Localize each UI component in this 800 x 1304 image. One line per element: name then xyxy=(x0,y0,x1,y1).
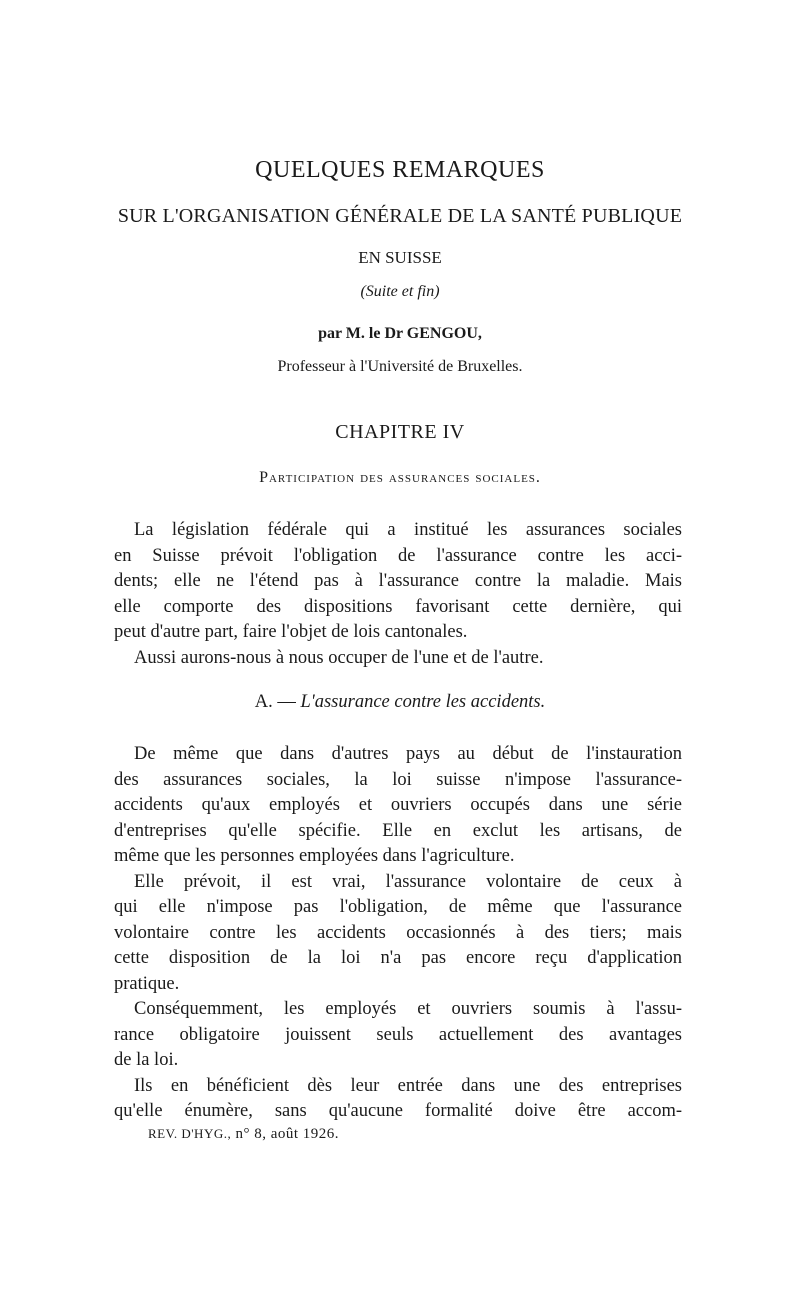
text-line: Elle prévoit, il est vrai, l'assurance volontaire de ceux à xyxy=(134,871,682,892)
author-line: par M. le Dr GENGOU, xyxy=(318,325,482,342)
text-line: elle comporte des dispositions favorisant cette dernière, qui xyxy=(114,596,682,617)
author-affiliation: Professeur à l'Université de Bruxelles. xyxy=(277,358,523,375)
journal-issue: n° 8, août 1926. xyxy=(235,1126,340,1142)
text-line: volontaire contre les accidents occasionnés à des tiers; mais xyxy=(114,922,682,943)
text-line: cette disposition de la loi n'a pas encore reçu d'application xyxy=(114,948,682,968)
section-title: L'assurance contre les accidents. xyxy=(300,692,546,712)
continuation-note: (Suite et fin) xyxy=(360,283,440,300)
body-paragraphs xyxy=(114,742,682,1125)
article-title: QUELQUES REMARQUES xyxy=(255,157,545,183)
article-subtitle-country: EN SUISSE xyxy=(358,248,442,267)
text-line: en Suisse prévoit l'obligation de l'assurance contre les acci- xyxy=(114,545,682,566)
text-line: qu'elle énumère, sans qu'aucune formalité doive être accom- xyxy=(114,1101,682,1121)
text-line: Aussi aurons-nous à nous occuper de l'une et de l'autre. xyxy=(134,647,544,668)
text-line: Ils en bénéficient dès leur entrée dans une des entreprises xyxy=(134,1075,682,1096)
text-line: La législation fédérale qui a institué les assurances sociales xyxy=(134,520,682,540)
text-line: pratique. xyxy=(114,973,180,994)
chapter-number: CHAPITRE IV xyxy=(335,421,465,443)
chapter-title: Participation des assurances sociales. xyxy=(259,469,541,486)
text-line: rance obligatoire jouissent seuls actuellement des avantages xyxy=(114,1024,682,1045)
text-line: De même que dans d'autres pays au début de l'instauration xyxy=(134,744,682,764)
text-line: même que les personnes employées dans l'agriculture. xyxy=(114,846,515,866)
text-line: Conséquemment, les employés et ouvriers soumis à l'assu- xyxy=(134,999,682,1019)
article-subtitle: SUR L'ORGANISATION GÉNÉRALE DE LA SANTÉ PUBLIQUE xyxy=(117,205,683,227)
section-label: A. — xyxy=(254,692,296,712)
intro-paragraph xyxy=(114,518,682,671)
text-line: des assurances sociales, la loi suisse n'impose l'assurance- xyxy=(114,769,682,790)
journal-name: REV. D'HYG., xyxy=(148,1126,232,1141)
text-line: peut d'autre part, faire l'objet de lois cantonales. xyxy=(114,622,468,642)
section-heading xyxy=(0,692,800,713)
text-line: dents; elle ne l'étend pas à l'assurance contre la maladie. Mais xyxy=(114,571,682,591)
text-line: qui elle n'impose pas l'obligation, de même que l'assurance xyxy=(114,897,682,917)
text-line: accidents qu'aux employés et ouvriers occupés dans une série xyxy=(114,795,682,815)
text-line: d'entreprises qu'elle spécifie. Elle en exclut les artisans, de xyxy=(114,820,682,841)
journal-footer xyxy=(148,1126,339,1143)
text-line: de la loi. xyxy=(114,1050,179,1070)
